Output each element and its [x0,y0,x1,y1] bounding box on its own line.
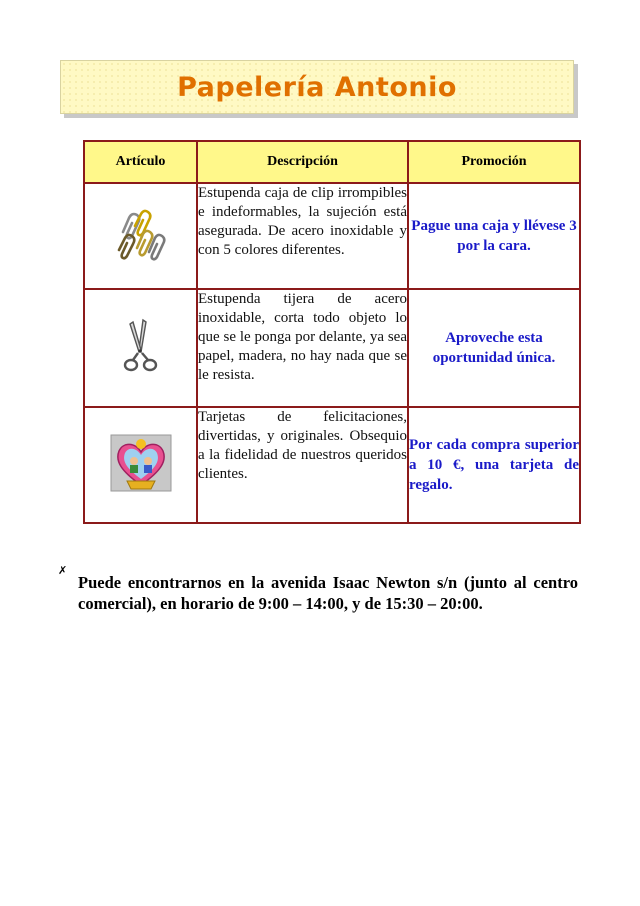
article-cell [84,183,197,289]
promotion-cell: Aproveche esta oportunidad única. [408,289,580,407]
bullet-icon: ✗ [58,564,68,577]
title-banner [60,60,574,114]
header-descripcion: Descripción [197,141,408,183]
footer-paragraph: Puede encontrarnos en la avenida Isaac Newton s/n (junto al centro comercial), en horario de 9:00 – 14:00, y de 15:30 – 20:00. [78,573,578,613]
promotion-cell: Pague una caja y llévese 3 por la cara. [408,183,580,289]
promotion-cell: Por cada compra superior a 10 €, una tarjeta de regalo. [408,407,580,523]
description-cell: Estupenda caja de clip irrompibles e indeformables, la sujeción está asegurada. De acero inoxidable y con 5 colores diferentes. [197,183,408,289]
header-articulo: Artículo [84,141,197,183]
article-cell [84,407,197,523]
article-cell [84,289,197,407]
description-cell: Tarjetas de felicitaciones, divertidas, y originales. Obsequio a la fidelidad de nuestros queridos clientes. [197,407,408,523]
table-header-row [84,141,580,183]
products-table [83,140,581,524]
scissors-icon [121,316,161,376]
table-row [84,183,580,289]
table-row [84,289,580,407]
paper-clips-icon [113,206,169,262]
header-promocion: Promoción [408,141,580,183]
greeting-card-icon [109,433,173,493]
description-cell: Estupenda tijera de acero inoxidable, corta todo objeto lo que se le ponga por delante, ya sea papel, madera, no hay nada que se le resista. [197,289,408,407]
page-title: Papelería Antonio [177,71,457,103]
table-row [84,407,580,523]
